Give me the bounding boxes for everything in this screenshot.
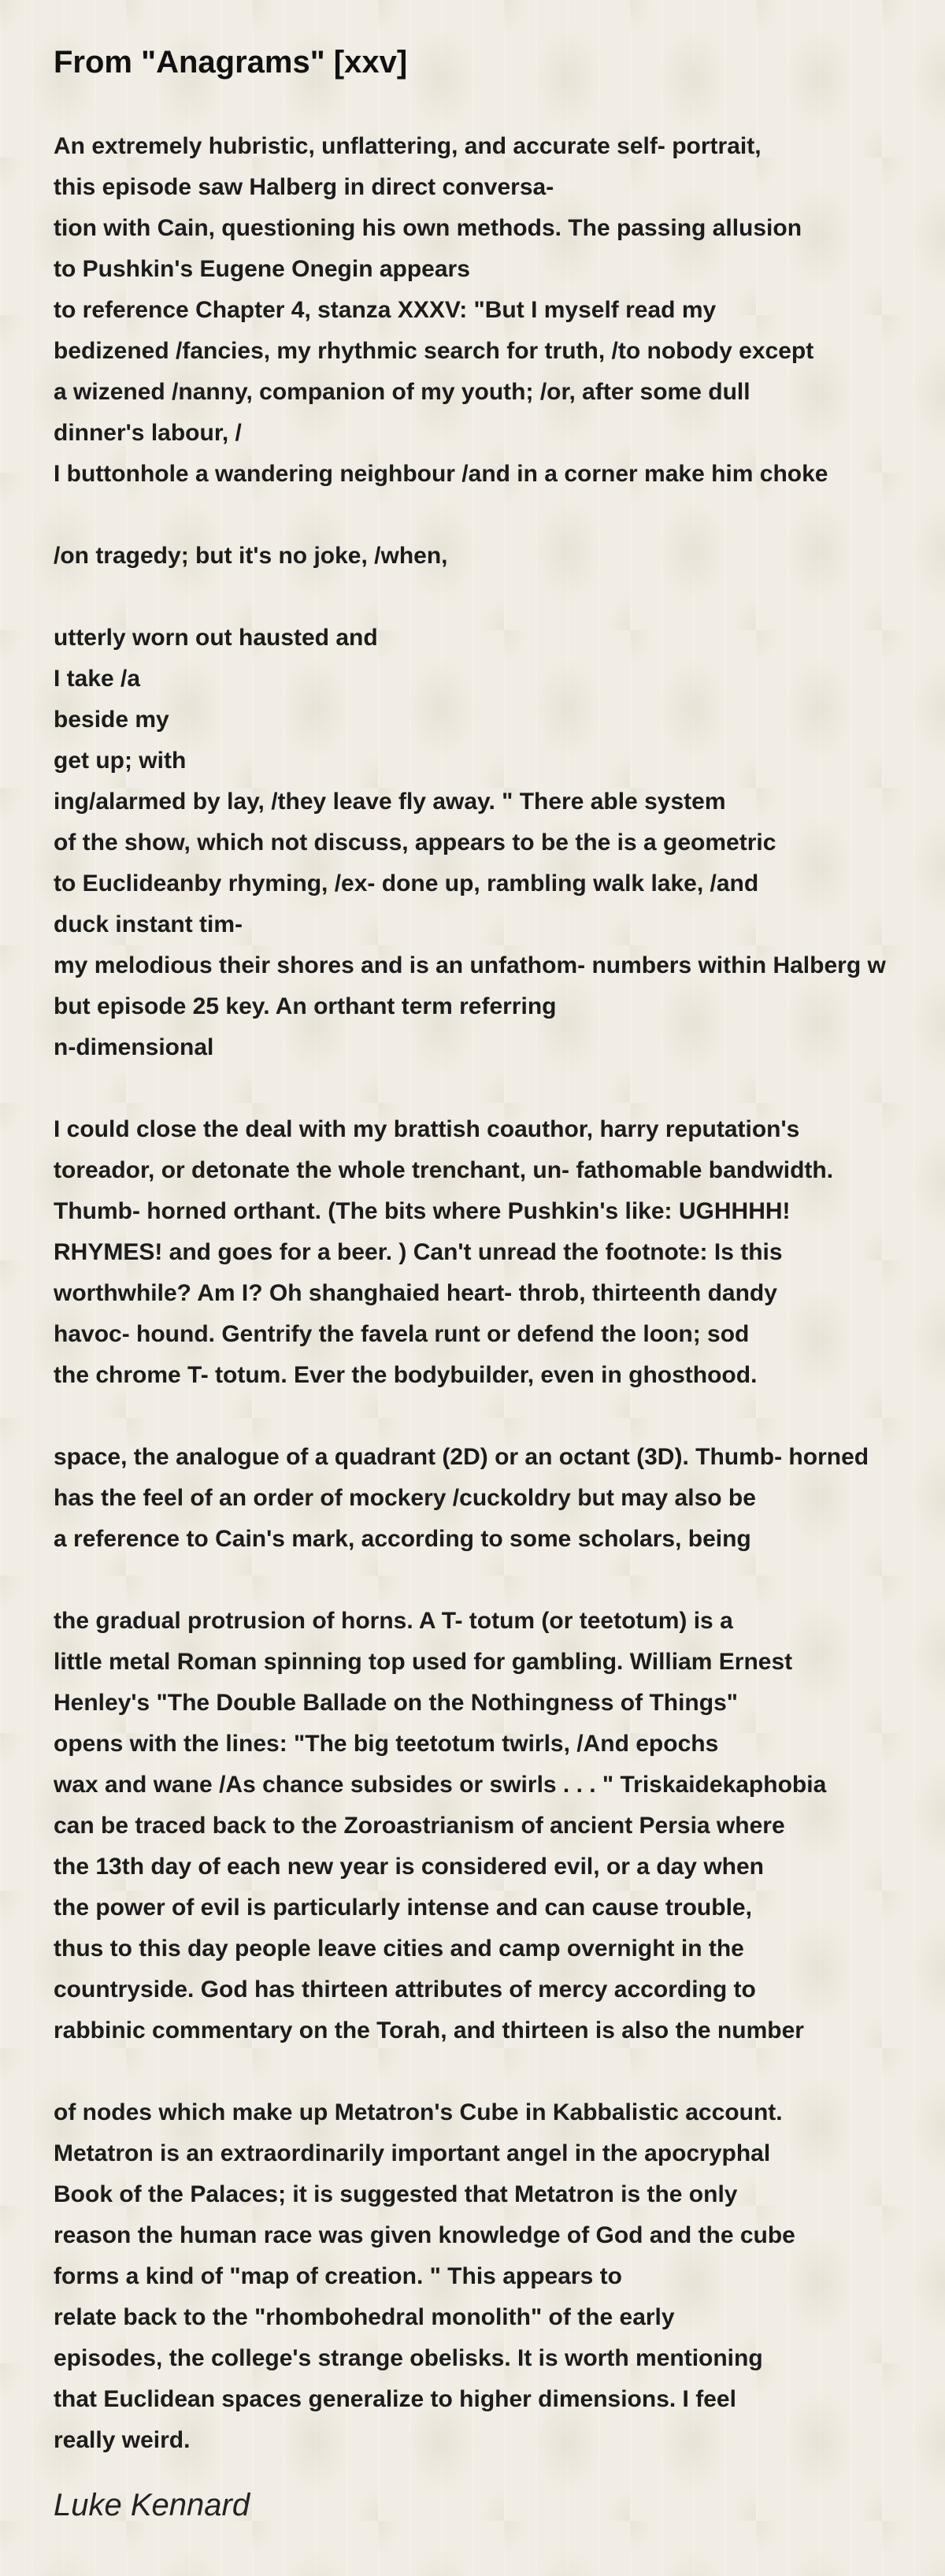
poem-line: of nodes which make up Metatron's Cube in Kabbalistic account.: [54, 2099, 783, 2125]
poem-line: dinner's labour, /: [54, 420, 242, 446]
poem-line: I take /a: [54, 666, 141, 692]
poem-line: wax and wane /As chance subsides or swirls . . . " Triskaidekaphobia: [54, 1772, 827, 1798]
poem-line: get up; with: [54, 748, 187, 774]
poem-line: to reference Chapter 4, stanza XXXV: "But I myself read my: [54, 297, 717, 323]
poem-line: /on tragedy; but it's no joke, /when,: [54, 543, 448, 569]
poem-line: space, the analogue of a quadrant (2D) or an octant (3D). Thumb- horned: [54, 1444, 869, 1470]
poem-stanza: [54, 126, 945, 495]
poem-line: Thumb- horned orthant. (The bits where Pushkin's like: UGHHHH!: [54, 1198, 791, 1224]
poem-line: ing/alarmed by lay, /they leave fly away. " There able system: [54, 789, 726, 815]
poem-line: that Euclidean spaces generalize to higher dimensions. I feel: [54, 2386, 736, 2412]
poem-line: I could close the deal with my brattish coauthor, harry reputation's: [54, 1116, 800, 1142]
poem-line: Book of the Palaces; it is suggested that Metatron is the only: [54, 2181, 738, 2207]
poem-line: I buttonhole a wandering neighbour /and in a corner make him choke: [54, 461, 828, 487]
poem-line: to Euclideanby rhyming, /ex- done up, rambling walk lake, /and: [54, 870, 759, 896]
poem-line: thus to this day people leave cities and camp overnight in the: [54, 1936, 744, 1962]
poem-line: toreador, or detonate the whole trenchant, un- fathomable bandwidth.: [54, 1157, 834, 1183]
poem-line: utterly worn out hausted and: [54, 625, 378, 651]
poem-line: the power of evil is particularly intense and can cause trouble,: [54, 1895, 752, 1921]
poem-author: Luke Kennard: [54, 2488, 250, 2522]
poem-line: worthwhile? Am I? Oh shanghaied heart- throb, thirteenth dandy: [54, 1280, 777, 1306]
poem-line: Henley's "The Double Ballade on the Nothingness of Things": [54, 1690, 738, 1716]
poem-line: bedizened /fancies, my rhythmic search for truth, /to nobody except: [54, 338, 814, 364]
poem-line: little metal Roman spinning top used for gambling. William Ernest: [54, 1649, 793, 1675]
poem-line: the chrome T- totum. Ever the bodybuilder, even in ghosthood.: [54, 1362, 758, 1388]
poem-line: relate back to the "rhombohedral monolith" of the early: [54, 2304, 675, 2330]
poem-line: the gradual protrusion of horns. A T- totum (or teetotum) is a: [54, 1608, 733, 1634]
poem-line: forms a kind of "map of creation. " This appears to: [54, 2263, 622, 2289]
poem-line: but episode 25 key. An orthant term referring: [54, 993, 557, 1019]
poem-body: [54, 126, 945, 2461]
poem-line: Metatron is an extraordinarily important angel in the apocryphal: [54, 2140, 771, 2166]
poem-line: havoc- hound. Gentrify the favela runt or defend the loon; sod: [54, 1321, 750, 1347]
poem-line: tion with Cain, questioning his own methods. The passing allusion: [54, 215, 802, 241]
poem-line: reason the human race was given knowledge of God and the cube: [54, 2222, 795, 2248]
poem-line: has the feel of an order of mockery /cuckoldry but may also be: [54, 1485, 756, 1511]
poem-line: episodes, the college's strange obelisks. It is worth mentioning: [54, 2345, 763, 2371]
poem-line: countryside. God has thirteen attributes of mercy according to: [54, 1977, 756, 2003]
poem-line: n-dimensional: [54, 1034, 214, 1060]
poem-line: a wizened /nanny, companion of my youth; /or, after some dull: [54, 379, 750, 405]
poem-line: RHYMES! and goes for a beer. ) Can't unread the footnote: Is this: [54, 1239, 783, 1265]
poem-line: a reference to Cain's mark, according to some scholars, being: [54, 1526, 751, 1552]
poem-stanza: [54, 1437, 945, 1560]
poem-line: rabbinic commentary on the Torah, and thirteen is also the number: [54, 2017, 804, 2043]
poem-line: beside my: [54, 707, 169, 733]
poem-stanza: [54, 2092, 945, 2461]
poem-title: From "Anagrams" [xxv]: [54, 45, 408, 80]
poem-line: really weird.: [54, 2427, 191, 2453]
poem-line: the 13th day of each new year is considered evil, or a day when: [54, 1854, 764, 1880]
poem-stanza: [54, 536, 945, 577]
poem-line: of the show, which not discuss, appears to be the is a geometric: [54, 830, 776, 856]
poem-stanza: [54, 618, 945, 1068]
poem-line: to Pushkin's Eugene Onegin appears: [54, 256, 470, 282]
poem-line: this episode saw Halberg in direct conversa-: [54, 174, 554, 200]
poem-line: my melodious their shores and is an unfathom- numbers within Halberg w: [54, 952, 886, 978]
poem-stanza: [54, 1601, 945, 2051]
poem-line: can be traced back to the Zoroastrianism of ancient Persia where: [54, 1813, 785, 1839]
poem-line: An extremely hubristic, unflattering, and accurate self- portrait,: [54, 133, 762, 159]
poem-stanza: [54, 1109, 945, 1396]
poem-line: opens with the lines: "The big teetotum twirls, /And epochs: [54, 1731, 719, 1757]
poem-container: [54, 35, 945, 2502]
poem-line: duck instant tim-: [54, 911, 243, 937]
